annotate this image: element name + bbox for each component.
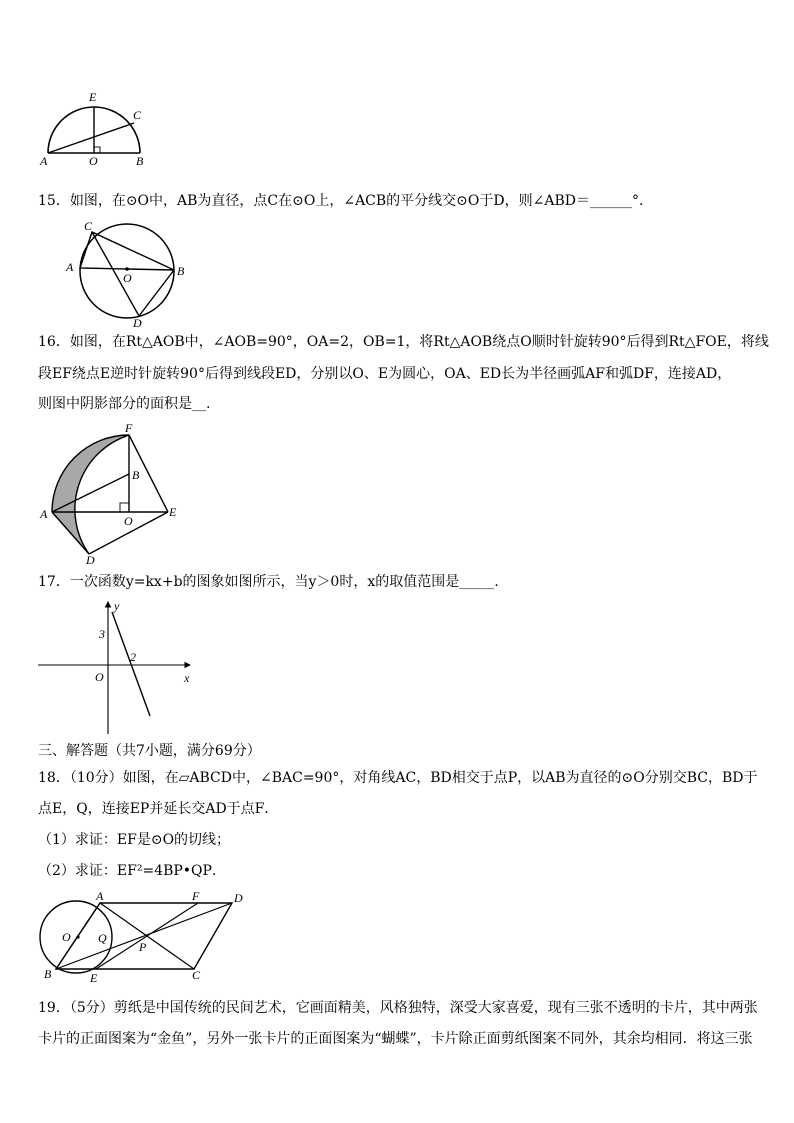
figure-q18-parallelogram (36, 890, 250, 986)
label-x: x (184, 671, 190, 685)
label-y: y (114, 599, 120, 613)
label-o: O (95, 670, 104, 684)
label-f: F (125, 421, 133, 435)
label-e: E (90, 971, 98, 985)
segment-ac (48, 123, 134, 153)
label-c: C (133, 108, 142, 122)
figure-q15-circle (62, 218, 192, 328)
question-18-sub2: （2）求证：EF²=4BP•QP． (38, 863, 226, 879)
center-point (76, 935, 79, 938)
question-18-line1: 18．（10分）如图，在▱ABCD中，∠BAC=90°，对角线AC，BD相交于点P，以AB为直径的⊙O分别交BC，BD于 (38, 770, 758, 786)
question-19-line2: 卡片的正面图案为“金鱼”，另外一张卡片的正面图案为“蝴蝶”，卡片除正面剪纸图案不同外，其余均相同．将这三张 (38, 1031, 753, 1047)
label-3: 3 (99, 627, 105, 641)
question-16-line3: 则图中阴影部分的面积是__. (38, 396, 211, 412)
label-b: B (177, 264, 185, 278)
section-3-title: 三、解答题（共7小题，满分69分） (38, 743, 261, 759)
label-b: B (136, 154, 144, 168)
label-c: C (192, 968, 201, 982)
label-c: C (84, 219, 93, 233)
question-15: 15．如图，在⊙O中，AB为直径，点C在⊙O上，∠ACB的平分线交⊙O于D，则∠ABD＝______°. (38, 193, 644, 209)
diagonal-bd (56, 903, 232, 969)
label-d: D (234, 891, 243, 905)
label-o: O (124, 514, 133, 528)
label-o: O (89, 154, 98, 168)
shaded-region (52, 435, 129, 554)
question-16-line2: 段EF绕点E逆时针旋转90°后得到线段ED，分别以O、E为圆心，OA、ED长为半径画弧AF和弧DF，连接AD， (38, 366, 732, 382)
figure-q17-graph (36, 598, 196, 736)
label-o: O (62, 930, 71, 944)
label-q: Q (98, 931, 107, 945)
function-line (112, 612, 150, 716)
label-b: B (132, 468, 140, 482)
label-d: D (133, 316, 142, 328)
question-19-line1: 19．（5分）剪纸是中国传统的民间艺术，它画面精美，风格独特，深受大家喜爱，现有三张不透明的卡片，其中两张 (38, 1000, 758, 1016)
segment-cd (92, 232, 139, 316)
question-18-sub1: （1）求证：EF是⊙O的切线； (38, 832, 231, 848)
label-p: P (139, 940, 147, 954)
question-16-line1: 16．如图，在Rt△AOB中，∠AOB=90°，OA=2，OB=1，将Rt△AOB绕点O顺时针旋转90°后得到Rt△FOE，将线 (38, 334, 769, 350)
question-18-line2: 点E，Q，连接EP并延长交AD于点F． (38, 801, 279, 817)
label-a: A (40, 154, 48, 168)
label-b: B (44, 967, 52, 981)
label-2: 2 (130, 650, 136, 664)
figure-q14-semicircle (36, 88, 156, 168)
right-angle-mark (120, 503, 129, 512)
label-o: O (123, 271, 132, 285)
label-a: A (96, 890, 104, 903)
figure-q16-rotation (36, 418, 186, 568)
question-17: 17．一次函数y=kx+b的图象如图所示，当y＞0时，x的取值范围是_____. (38, 574, 499, 590)
label-a: A (40, 507, 48, 521)
label-d: D (86, 553, 95, 567)
label-e: E (89, 90, 97, 104)
right-angle-mark (94, 147, 100, 153)
label-e: E (169, 505, 177, 519)
label-a: A (66, 260, 74, 274)
label-f: F (192, 890, 200, 903)
